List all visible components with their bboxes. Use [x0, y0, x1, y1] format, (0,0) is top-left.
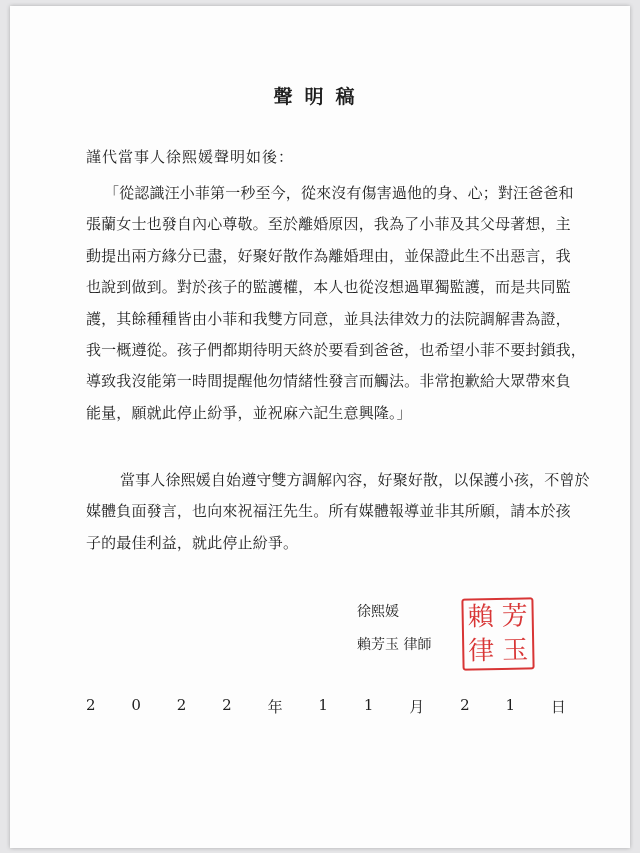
- date-part: 月: [409, 698, 425, 716]
- date-part: 0: [131, 696, 141, 714]
- statement-line: 媒體負面發言，也向來祝福汪先生。所有媒體報導並非其所願，請本於孩: [86, 502, 571, 521]
- statement-line: 子的最佳利益，就此停止紛爭。: [86, 533, 299, 552]
- seal-char: 律: [468, 636, 495, 667]
- document-title: 聲明稿: [273, 86, 367, 108]
- date-part: 1: [318, 696, 328, 714]
- signature-block: [357, 596, 431, 662]
- lawyer-statement: [86, 465, 598, 559]
- document-page: [10, 6, 630, 848]
- date-part: 1: [505, 696, 515, 714]
- seal-char: 賴: [467, 602, 494, 633]
- date-part: 1: [363, 696, 374, 714]
- quote-line: 護，其餘種種皆由小菲和我雙方同意，並具法律效力的法院調解書為證，: [86, 309, 571, 328]
- seal-char: 芳: [501, 601, 528, 632]
- quote-line: 能量，願就此停止紛爭，並祝麻六記生意興隆。」: [86, 403, 412, 422]
- quote-line: 動提出兩方緣分已盡，好聚好散作為離婚理由，並保證此生不出惡言，我: [86, 246, 571, 265]
- date-part: 2: [86, 696, 96, 714]
- quote-line: 也說到做到。對於孩子的監護權，本人也從沒想過單獨監護，而是共同監: [86, 278, 571, 297]
- lawyer-seal-stamp: [461, 597, 534, 670]
- quote-line: 「從認識汪小菲第一秒至今，從來沒有傷害過他的身、心；對汪爸爸和: [104, 184, 574, 202]
- quote-line: 張蘭女士也發自內心尊敬。至於離婚原因，我為了小菲及其父母著想，主: [86, 215, 571, 234]
- lawyer-name: 賴芳玉 律師: [357, 637, 432, 653]
- seal-char: 玉: [502, 635, 529, 666]
- date-part: 日: [550, 698, 566, 716]
- date-part: 2: [176, 696, 187, 714]
- quote-line: 我一概遵從。孩子們都期待明天終於要看到爸爸，也希望小菲不要封鎖我，: [86, 340, 586, 359]
- date-part: 2: [460, 696, 470, 714]
- document-date: [86, 696, 566, 717]
- quoted-statement: [86, 178, 598, 429]
- salutation: 謹代當事人徐熙媛聲明如後：: [86, 148, 295, 166]
- statement-line: 當事人徐熙媛自始遵守雙方調解內容，好聚好散，以保護小孩，不曾於: [120, 471, 590, 489]
- quote-line: 導致我沒能第一時間提醒他勿情緒性發言而觸法。非常抱歉給大眾帶來負: [86, 372, 571, 391]
- signer-name: 徐熙媛: [357, 604, 399, 620]
- date-part: 2: [222, 696, 232, 714]
- date-part: 年: [267, 698, 283, 716]
